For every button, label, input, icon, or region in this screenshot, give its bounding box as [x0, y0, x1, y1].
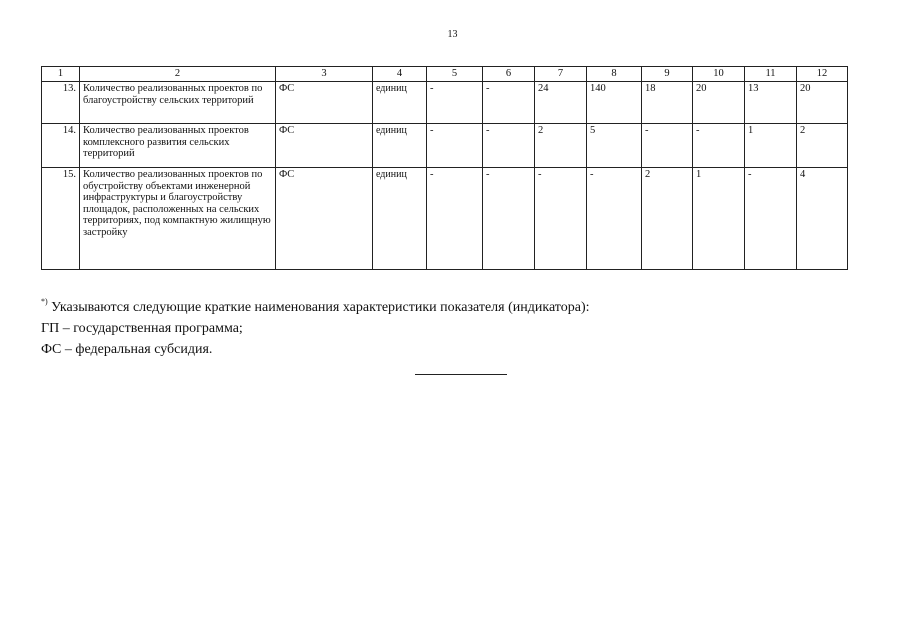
- header-cell: 11: [745, 67, 797, 82]
- value-cell: 20: [693, 82, 745, 124]
- header-cell: 6: [483, 67, 535, 82]
- footnote-line: [41, 291, 861, 318]
- table-row: [42, 82, 848, 124]
- header-cell: 5: [427, 67, 483, 82]
- footnote-marker: *): [41, 297, 48, 306]
- value-cell: 2: [642, 168, 693, 270]
- unit-cell: единиц: [373, 168, 427, 270]
- footnote-block: [41, 291, 861, 360]
- end-divider: [415, 374, 507, 375]
- page-number: 13: [447, 29, 458, 40]
- value-cell: 1: [693, 168, 745, 270]
- indicators-table: [41, 66, 848, 270]
- value-cell: -: [642, 124, 693, 168]
- value-cell: -: [483, 124, 535, 168]
- indicator-name: Количество реализованных проектов по благоустройству сельских территорий: [80, 82, 276, 124]
- value-cell: -: [427, 82, 483, 124]
- header-cell: 3: [276, 67, 373, 82]
- value-cell: -: [483, 82, 535, 124]
- header-row: [42, 67, 848, 82]
- indicator-characteristic: ФС: [276, 168, 373, 270]
- table-row: [42, 168, 848, 270]
- value-cell: -: [745, 168, 797, 270]
- value-cell: -: [693, 124, 745, 168]
- header-cell: 7: [535, 67, 587, 82]
- value-cell: 2: [797, 124, 848, 168]
- value-cell: 2: [535, 124, 587, 168]
- value-cell: -: [427, 124, 483, 168]
- value-cell: 20: [797, 82, 848, 124]
- value-cell: -: [427, 168, 483, 270]
- header-cell: 10: [693, 67, 745, 82]
- header-cell: 4: [373, 67, 427, 82]
- indicator-name: Количество реализованных проектов комплексного развития сельских территорий: [80, 124, 276, 168]
- indicator-characteristic: ФС: [276, 124, 373, 168]
- table-row: [42, 124, 848, 168]
- footnote-text: Указываются следующие краткие наименования характеристики показателя (индикатора):: [51, 300, 590, 315]
- value-cell: -: [535, 168, 587, 270]
- unit-cell: единиц: [373, 82, 427, 124]
- value-cell: 24: [535, 82, 587, 124]
- value-cell: 1: [745, 124, 797, 168]
- value-cell: -: [587, 168, 642, 270]
- header-cell: 12: [797, 67, 848, 82]
- value-cell: -: [483, 168, 535, 270]
- footnote-item: ФС – федеральная субсидия.: [41, 342, 213, 357]
- row-number: 13.: [42, 82, 80, 124]
- footnote-item: ГП – государственная программа;: [41, 321, 243, 336]
- header-cell: 9: [642, 67, 693, 82]
- header-cell: 1: [42, 67, 80, 82]
- row-number: 15.: [42, 168, 80, 270]
- row-number: 14.: [42, 124, 80, 168]
- header-cell: 2: [80, 67, 276, 82]
- value-cell: 13: [745, 82, 797, 124]
- value-cell: 140: [587, 82, 642, 124]
- indicator-name: Количество реализованных проектов по обустройству объектами инженерной инфраструктуры и благоустройству площадок, расположенных на сельских территориях, под компактную жилищную застройку: [80, 168, 276, 270]
- value-cell: 4: [797, 168, 848, 270]
- indicator-characteristic: ФС: [276, 82, 373, 124]
- value-cell: 18: [642, 82, 693, 124]
- header-cell: 8: [587, 67, 642, 82]
- value-cell: 5: [587, 124, 642, 168]
- unit-cell: единиц: [373, 124, 427, 168]
